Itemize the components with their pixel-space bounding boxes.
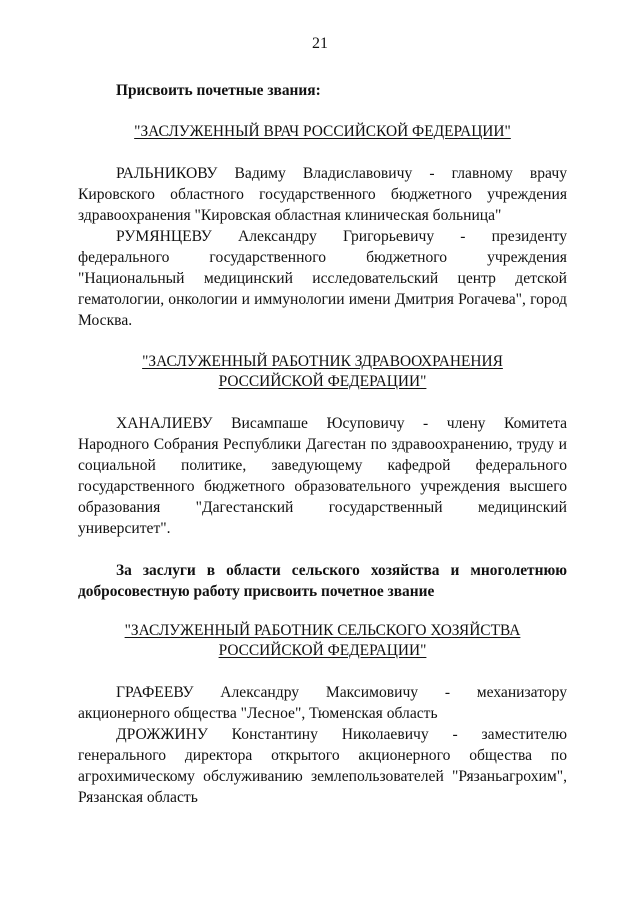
award-title-line: "ЗАСЛУЖЕННЫЙ РАБОТНИК СЕЛЬСКОГО ХОЗЯЙСТВА: [124, 622, 521, 639]
section-heading: За заслуги в области сельского хозяйства и многолетнюю добросовестную работу присвоить почетное звание: [78, 562, 567, 600]
document-body: [78, 80, 567, 808]
award-title: [78, 621, 567, 661]
section-heading: Присвоить почетные звания:: [116, 82, 321, 99]
award-entry: РАЛЬНИКОВУ Вадиму Владиславовичу - главному врачу Кировского областного государственного бюджетного учреждения здравоохранения "Кировская областная клиническая больница": [78, 165, 567, 224]
award-entry: РУМЯНЦЕВУ Александру Григорьевичу - президенту федерального государственного бюджетного учреждения "Национальный медицинский исследовательский центр детской гематологии, онкологии и иммунологии имени Дмитрия Рогачева", город Москва.: [78, 228, 567, 329]
award-entry: ДРОЖЖИНУ Константину Николаевичу - заместителю генерального директора открытого акционерного общества по агрохимическому обслуживанию землепользователей "Рязаньагрохим", Рязанская область: [78, 726, 567, 806]
award-title-line: "ЗАСЛУЖЕННЫЙ РАБОТНИК ЗДРАВООХРАНЕНИЯ: [142, 353, 503, 370]
page-number: 21: [312, 35, 328, 52]
award-entry: ХАНАЛИЕВУ Висампаше Юсуповичу - члену Комитета Народного Собрания Республики Дагестан по здравоохранению, труду и социальной политике, заведующему кафедрой федерального государственного бюджетного образовательного учреждения высшего образования "Дагестанский государственный медицинский университет".: [78, 415, 567, 537]
award-entry: ГРАФЕЕВУ Александру Максимовичу - механизатору акционерного общества "Лесное", Тюменская область: [78, 684, 567, 722]
award-title-line: "ЗАСЛУЖЕННЫЙ ВРАЧ РОССИЙСКОЙ ФЕДЕРАЦИИ": [134, 123, 511, 140]
award-title-line: РОССИЙСКОЙ ФЕДЕРАЦИИ": [218, 642, 427, 659]
award-title: [78, 122, 567, 142]
award-title: [78, 352, 567, 392]
award-title-line: РОССИЙСКОЙ ФЕДЕРАЦИИ": [218, 373, 427, 390]
